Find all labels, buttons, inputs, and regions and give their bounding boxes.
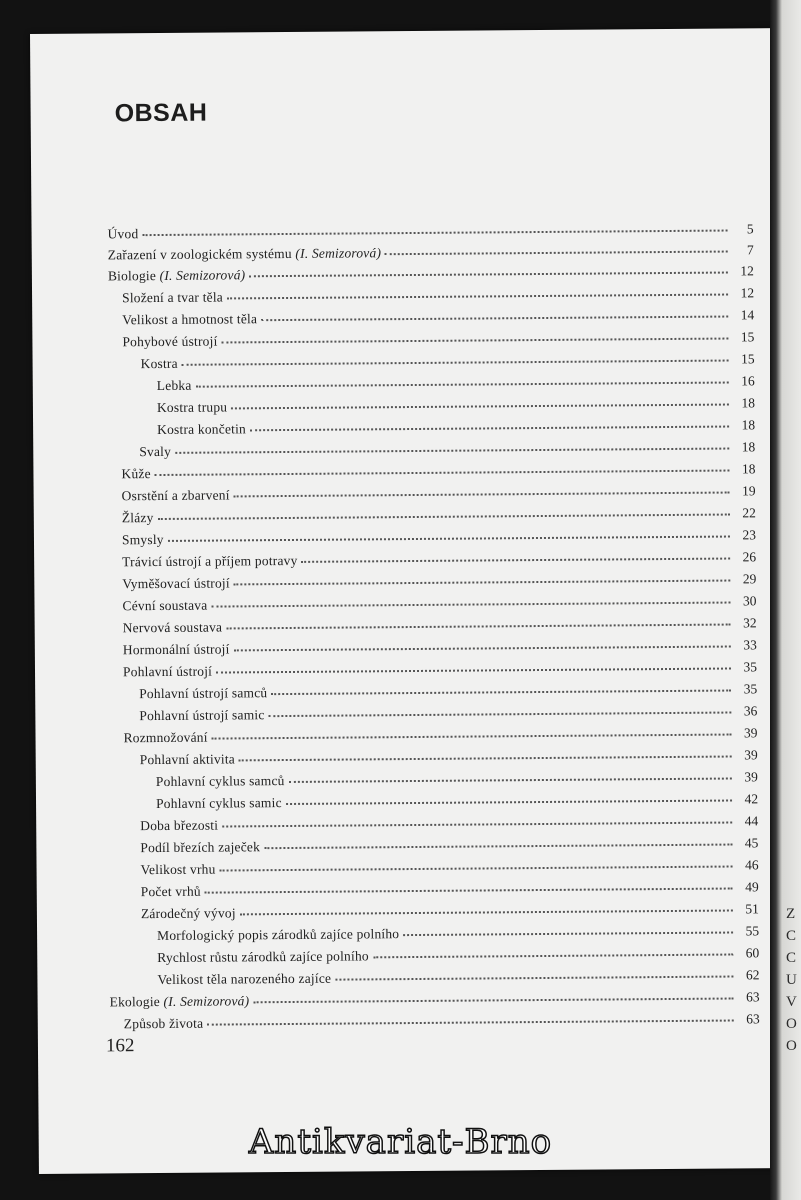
toc-entry-cyklus-samic <box>156 791 758 816</box>
edge-letter: O <box>786 1016 797 1032</box>
toc-entry-label: Velikost těla narozeného zajíce <box>157 970 332 988</box>
toc-entry-page: 42 <box>744 791 759 807</box>
contents-heading: OBSAH <box>114 98 208 128</box>
toc-entry-label: Počet vrhů <box>140 883 201 900</box>
leader-dots <box>226 624 730 630</box>
leader-dots <box>385 251 728 256</box>
toc-entry-zlazy <box>122 505 756 530</box>
toc-entry-author: (I. Semizorová) <box>295 245 382 261</box>
toc-entry-label: Kostra <box>140 355 178 372</box>
leader-dots <box>216 668 731 674</box>
toc-entry-cevni <box>122 593 756 618</box>
toc-entry-label: Velikost a hmotnost těla <box>122 311 258 328</box>
leader-dots <box>220 866 733 872</box>
toc-entry-page: 29 <box>742 571 757 587</box>
toc-entry-osrsteni <box>122 483 756 508</box>
toc-entry-kostra-trupu <box>157 395 755 420</box>
toc-entry-label: Pohlavní ústrojí samic <box>139 707 265 724</box>
toc-entry-page: 12 <box>740 285 755 301</box>
toc-entry-label: Žlázy <box>121 510 154 526</box>
leader-dots <box>373 954 733 959</box>
leader-dots <box>227 294 728 300</box>
toc-entry-kuze <box>121 461 755 486</box>
leader-dots <box>264 844 732 850</box>
toc-entry-label: Zárodečný vývoj <box>140 905 236 922</box>
toc-entry-page: 14 <box>740 307 755 323</box>
toc-entry-page: 12 <box>740 263 754 279</box>
toc-entry-label: Velikost vrhu <box>140 861 216 878</box>
toc-entry-kostra-koncetin <box>157 417 755 442</box>
toc-entry-page: 35 <box>743 681 758 697</box>
toc-entry-label: Morfologický popis zárodků zajíce polního <box>157 926 400 944</box>
toc-entry-label: Lebka <box>156 377 192 394</box>
toc-entry-label: Pohlavní cyklus samců <box>155 773 285 790</box>
toc-entry-zarodecny-vyvoj <box>141 901 759 926</box>
leader-dots <box>286 800 732 806</box>
toc-entry-label: Cévní soustava <box>122 597 208 614</box>
toc-entry-cyklus-samcu <box>156 769 758 794</box>
toc-entry-label: Vyměšovací ústrojí <box>122 575 230 592</box>
toc-entry-label: Biologie (I. Semizorová) <box>107 267 246 284</box>
toc-entry-smysly <box>122 527 756 552</box>
leader-dots <box>175 448 729 454</box>
leader-dots <box>234 646 731 652</box>
toc-entry-page: 18 <box>741 439 756 455</box>
toc-entry-label: Úvod <box>107 226 139 242</box>
toc-entry-label: Pohlavní ústrojí <box>122 663 213 680</box>
toc-entry-rychlost-rustu <box>157 945 759 970</box>
toc-entry-page: 35 <box>743 659 758 675</box>
toc-entry-page: 18 <box>741 461 756 477</box>
toc-entry-velikost <box>122 307 754 332</box>
toc-entry-page: 39 <box>744 747 758 763</box>
toc-entry-label: Doba březosti <box>140 817 219 834</box>
toc-entry-pohybove <box>122 329 754 354</box>
toc-entry-slozeni <box>122 285 754 310</box>
toc-entry-page: 22 <box>742 505 756 521</box>
toc-entry-pohlavni-ustroji <box>123 659 757 684</box>
toc-entry-page: 23 <box>742 527 757 543</box>
toc-entry-pohlavni-ustroji-samic <box>139 703 757 728</box>
toc-entry-page: 49 <box>745 879 759 895</box>
leader-dots <box>240 910 733 916</box>
leader-dots <box>234 492 730 498</box>
leader-dots <box>302 558 731 563</box>
edge-letter: V <box>786 994 797 1010</box>
toc-entry-page: 63 <box>746 989 760 1005</box>
edge-letter: C <box>786 928 797 944</box>
toc-entry-page: 30 <box>742 593 757 609</box>
toc-entry-zpusob-zivota <box>124 1011 760 1036</box>
leader-dots <box>168 536 730 542</box>
toc-entry-vymesovaci <box>122 571 756 596</box>
edge-letter: O <box>786 1038 797 1054</box>
toc-entry-pohlavni-ustroji-samcu <box>139 681 757 706</box>
toc-entry-velikost-tela-narozeneho <box>157 967 759 992</box>
toc-entry-label: Pohlavní ústrojí samců <box>139 685 268 702</box>
book-page <box>30 28 799 1174</box>
toc-entry-label: Kostra trupu <box>156 399 228 416</box>
toc-entry-label: Rozmnožování <box>123 729 208 746</box>
leader-dots <box>196 382 729 388</box>
toc-entry-label: Složení a tvar těla <box>122 289 224 306</box>
toc-entry-label: Pohlavní aktivita <box>139 751 236 768</box>
toc-entry-page: 7 <box>746 242 754 258</box>
leader-dots <box>182 360 729 366</box>
toc-entry-label: Hormonální ústrojí <box>122 641 230 658</box>
leader-dots <box>211 602 730 608</box>
toc-entry-travici <box>122 549 756 574</box>
toc-entry-label: Ekologie (I. Semizorová) <box>109 993 250 1010</box>
toc-entry-morfologicky-popis <box>157 923 759 948</box>
leader-dots <box>335 976 733 981</box>
leader-dots <box>221 338 728 344</box>
leader-dots <box>142 230 727 237</box>
leader-dots <box>250 426 729 432</box>
leader-dots <box>205 888 733 894</box>
toc-entry-page: 39 <box>743 725 758 741</box>
leader-dots <box>155 470 730 477</box>
leader-dots <box>403 932 733 937</box>
edge-letter: Z <box>786 906 796 922</box>
toc-entry-page: 18 <box>741 395 755 411</box>
leader-dots <box>271 690 731 696</box>
leader-dots <box>231 404 729 410</box>
toc-entry-biologie <box>108 263 754 288</box>
leader-dots <box>234 580 731 586</box>
toc-entry-page: 19 <box>742 483 756 499</box>
toc-entry-page: 15 <box>740 329 755 345</box>
leader-dots <box>212 734 732 740</box>
toc-entry-rozmnozovani <box>123 725 757 750</box>
leader-dots <box>253 998 733 1004</box>
toc-entry-pohlavni-aktivita <box>140 747 758 772</box>
toc-entry-page: 63 <box>746 1011 760 1027</box>
toc-entry-author: (I. Semizorová) <box>159 267 246 283</box>
toc-entry-label: Osrstění a zbarvení <box>121 487 230 504</box>
edge-letter: C <box>786 950 797 966</box>
toc-entry-podil-brezich <box>140 835 758 860</box>
toc-entry-label: Kůže <box>121 466 151 482</box>
toc-entry-page: 51 <box>745 901 759 917</box>
toc-entry-label: Podíl březích zaječek <box>140 839 261 856</box>
toc-entry-page: 44 <box>744 813 759 829</box>
toc-entry-page: 55 <box>745 923 760 939</box>
toc-entry-hormonalni <box>123 637 757 662</box>
toc-entry-label: Trávicí ústrojí a příjem potravy <box>122 552 298 570</box>
toc-entry-doba-brezosti <box>140 813 758 838</box>
leader-dots <box>269 712 732 718</box>
leader-dots <box>261 316 728 322</box>
toc-entry-ekologie <box>110 989 760 1014</box>
watermark-logo: Antikvariat-Brno <box>248 1122 553 1162</box>
toc-entry-page: 32 <box>743 615 757 631</box>
toc-entry-label: Pohybové ústrojí <box>122 333 218 350</box>
next-page-edge-text <box>786 903 801 1057</box>
toc-entry-page: 15 <box>741 351 755 367</box>
leader-dots <box>158 514 730 520</box>
toc-entry-page: 60 <box>745 945 760 961</box>
toc-entry-page: 26 <box>742 549 757 565</box>
toc-entry-label: Svaly <box>139 443 172 460</box>
leader-dots <box>289 778 732 783</box>
leader-dots <box>249 272 728 278</box>
leader-dots <box>239 756 732 762</box>
table-of-contents <box>30 28 798 1034</box>
toc-entry-author: (I. Semizorová) <box>163 993 250 1009</box>
toc-entry-page: 45 <box>744 835 759 851</box>
toc-entry-page: 39 <box>744 769 758 785</box>
toc-entry-label: Nervová soustava <box>122 619 223 636</box>
toc-entry-page: 5 <box>746 221 754 237</box>
toc-entry-pocet-vrhu <box>141 879 759 904</box>
toc-entry-velikost-vrhu <box>141 857 759 882</box>
leader-dots <box>222 822 732 828</box>
toc-entry-label: Smysly <box>121 531 164 548</box>
toc-entry-kostra <box>141 351 755 376</box>
toc-entry-label: Způsob života <box>123 1015 204 1032</box>
toc-entry-page: 62 <box>745 967 760 983</box>
toc-entry-page: 36 <box>743 703 758 719</box>
page-number: 162 <box>105 1035 135 1057</box>
toc-entry-page: 16 <box>741 373 755 389</box>
toc-entry-lebka <box>157 373 755 398</box>
toc-entry-page: 33 <box>743 637 757 653</box>
toc-entry-label: Rychlost růstu zárodků zajíce polního <box>157 948 369 966</box>
toc-entry-label: Kostra končetin <box>157 421 247 438</box>
toc-entry-svaly <box>139 439 755 464</box>
edge-letter: U <box>786 972 797 988</box>
toc-entry-page: 18 <box>741 417 756 433</box>
toc-entry-nervova <box>123 615 757 640</box>
toc-entry-label: Zařazení v zoologickém systému (I. Semizorová) <box>107 245 382 263</box>
toc-entry-page: 46 <box>744 857 759 873</box>
leader-dots <box>207 1020 734 1026</box>
toc-entry-label: Pohlavní cyklus samic <box>155 795 282 812</box>
